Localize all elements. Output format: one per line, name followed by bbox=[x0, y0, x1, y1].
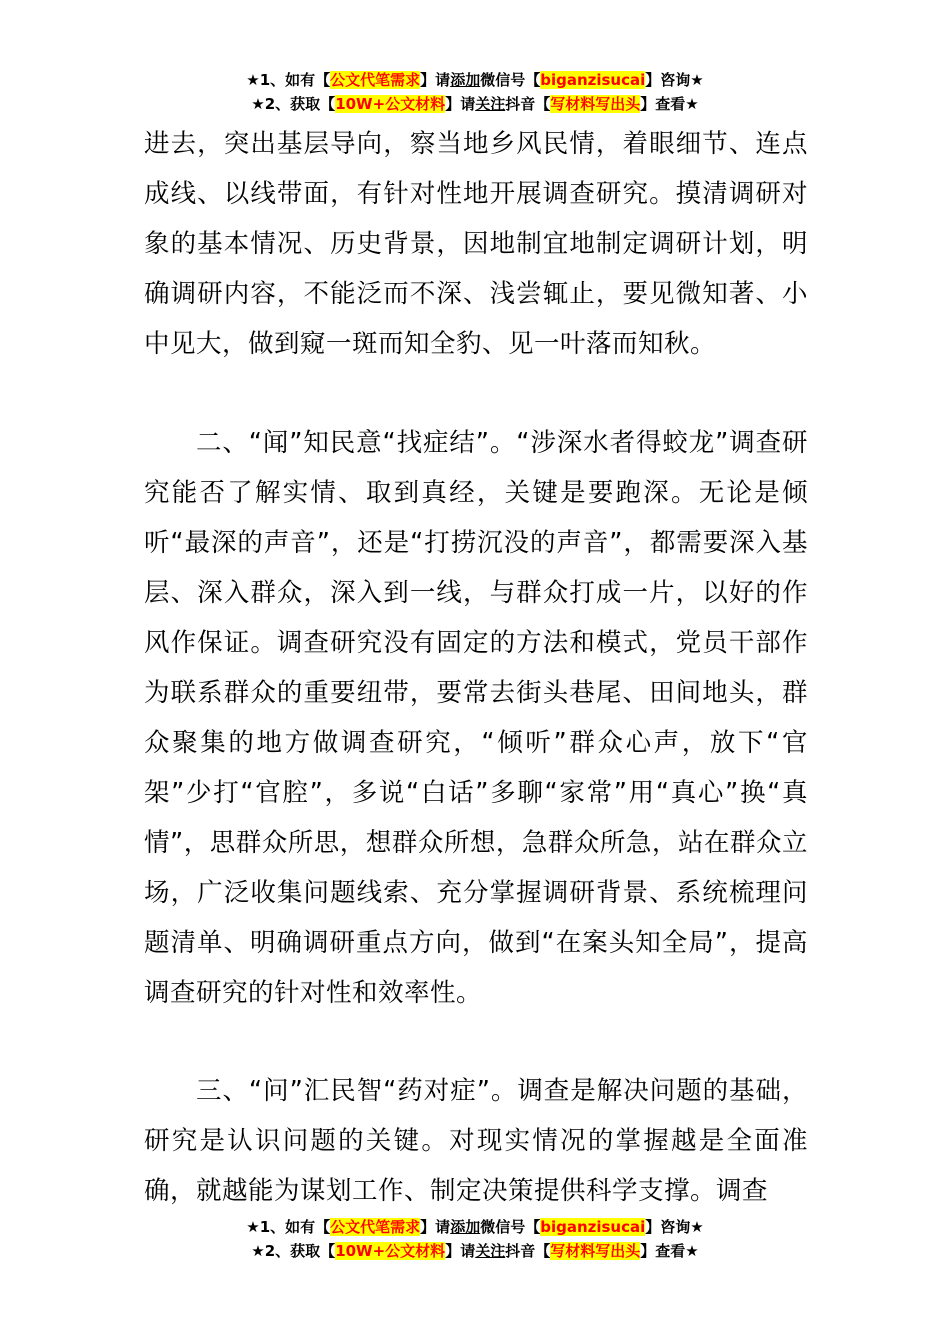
document-body-paragraph-3 bbox=[144, 1066, 808, 1216]
footer-line-2 bbox=[0, 1239, 950, 1263]
header-line-2-highlight-materials: 10W+公文材料 bbox=[335, 95, 446, 113]
footer-line-1 bbox=[0, 1215, 950, 1239]
footer-line-1-highlight-wechat: biganzisucai bbox=[540, 1218, 646, 1236]
header-line-2-suffix: 】查看★ bbox=[640, 95, 699, 113]
footer-line-1-underlined: 添加 bbox=[450, 1218, 481, 1236]
paragraph-continuation: 进去，突出基层导向，察当地乡风民情，着眼细节、连点成线、以线带面，有针对性地开展调查研究。摸清调研对象的基本情况、历史背景，因地制宜地制定调研计划，明确调研内容，不能泛而不深、浅尝辄止，要见微知著、小中见大，做到窥一斑而知全豹、见一叶落而知秋。 bbox=[144, 129, 808, 359]
header-line-1-prefix: ★1、如有【 bbox=[246, 71, 331, 89]
header-line-1-suffix: 】咨询★ bbox=[645, 71, 704, 89]
header-line-2-prefix: ★2、获取【 bbox=[251, 95, 336, 113]
footer-line-2-underlined: 关注 bbox=[475, 1242, 506, 1260]
footer-line-2-suffix: 】查看★ bbox=[640, 1242, 699, 1260]
document-body-paragraph-1 bbox=[144, 119, 808, 369]
header-line-2-mid: 】请 bbox=[445, 95, 476, 113]
header-line-2-underlined: 关注 bbox=[475, 95, 506, 113]
footer-line-1-suffix: 】咨询★ bbox=[645, 1218, 704, 1236]
paragraph-section-two: 二、“闻”知民意“找症结”。“涉深水者得蛟龙”调查研究能否了解实情、取到真经，关键是要跑深。无论是倾听“最深的声音”，还是“打捞沉没的声音”，都需要深入基层、深入群众，深入到一线，与群众打成一片，以好的作风作保证。调查研究没有固定的方法和模式，党员干部作为联系群众的重要纽带，要常去街头巷尾、田间地头，群众聚集的地方做调查研究，“倾听”群众心声，放下“官架”少打“官腔”，多说“白话”多聊“家常”用“真心”换“真情”，思群众所思，想群众所想，急群众所急，站在群众立场，广泛收集问题线索、充分掌握调研背景、系统梳理问题清单、明确调研重点方向，做到“在案头知全局”，提高调查研究的针对性和效率性。 bbox=[144, 428, 808, 1008]
header-line-1-mid: 】请 bbox=[420, 71, 451, 89]
document-body-paragraph-2 bbox=[144, 418, 808, 1018]
footer-line-2-highlight-douyin: 写材料写出头 bbox=[550, 1242, 641, 1260]
header-line-2-mid2: 抖音【 bbox=[505, 95, 551, 113]
header-line-1-underlined: 添加 bbox=[450, 71, 481, 89]
header-banner bbox=[0, 68, 950, 116]
footer-line-2-highlight-materials: 10W+公文材料 bbox=[335, 1242, 446, 1260]
footer-line-1-prefix: ★1、如有【 bbox=[246, 1218, 331, 1236]
footer-line-2-mid: 】请 bbox=[445, 1242, 476, 1260]
header-line-1-mid2: 微信号【 bbox=[480, 71, 541, 89]
footer-line-1-mid: 】请 bbox=[420, 1218, 451, 1236]
paragraph-section-three: 三、“问”汇民智“药对症”。调查是解决问题的基础，研究是认识问题的关键。对现实情况的掌握越是全面准确，就越能为谋划工作、制定决策提供科学支撑。调查 bbox=[144, 1076, 808, 1206]
header-line-1-highlight-wechat: biganzisucai bbox=[540, 71, 646, 89]
footer-line-2-prefix: ★2、获取【 bbox=[251, 1242, 336, 1260]
footer-line-1-highlight-service: 公文代笔需求 bbox=[330, 1218, 421, 1236]
footer-line-1-mid2: 微信号【 bbox=[480, 1218, 541, 1236]
footer-line-2-mid2: 抖音【 bbox=[505, 1242, 551, 1260]
header-line-1-highlight-service: 公文代笔需求 bbox=[330, 71, 421, 89]
header-line-2-highlight-douyin: 写材料写出头 bbox=[550, 95, 641, 113]
header-line-2 bbox=[0, 92, 950, 116]
footer-banner bbox=[0, 1215, 950, 1263]
header-line-1 bbox=[0, 68, 950, 92]
